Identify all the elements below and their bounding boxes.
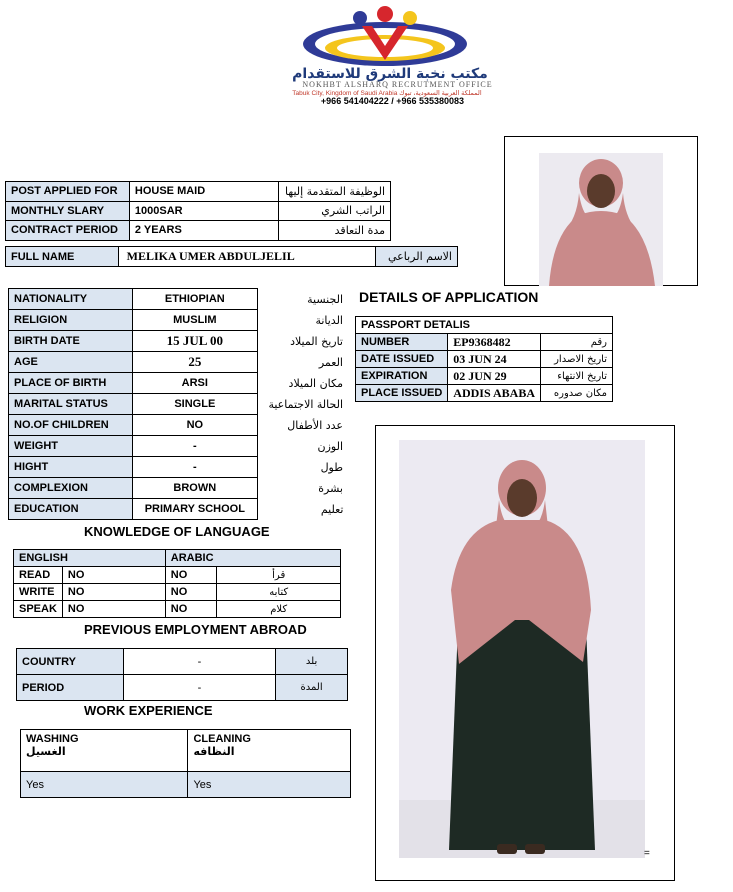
- personal-label-ar: عدد الأطفال: [287, 418, 343, 432]
- post-label-ar: الوظيفة المتقدمة إليها: [278, 182, 390, 202]
- personal-value: -: [132, 457, 258, 478]
- passport-label: DATE ISSUED: [356, 351, 448, 368]
- table-row: [9, 373, 349, 394]
- table-row: [14, 584, 341, 601]
- passport-title: PASSPORT DETALIS: [356, 317, 613, 334]
- table-row: [356, 351, 613, 368]
- office-logo: [300, 4, 470, 68]
- col-english: ENGLISH: [14, 550, 166, 567]
- language-skill: READ: [14, 567, 63, 584]
- employment-value: -: [123, 675, 275, 701]
- work-item-washing: [21, 730, 188, 772]
- personal-value: ETHIOPIAN: [132, 289, 258, 310]
- table-row: [9, 457, 349, 478]
- arabic-level: NO: [165, 584, 217, 601]
- personal-value: BROWN: [132, 478, 258, 499]
- employment-value: -: [123, 649, 275, 675]
- table-row: [356, 334, 613, 351]
- full-name-table: [5, 246, 458, 267]
- language-table: [13, 549, 341, 618]
- personal-label: AGE: [9, 352, 133, 373]
- employment-label-ar: المدة: [276, 675, 348, 701]
- passport-label-ar: رقم: [540, 334, 612, 351]
- passport-value: 02 JUN 29: [448, 368, 541, 385]
- work-table: [20, 729, 351, 798]
- table-row: [9, 352, 349, 373]
- personal-value: SINGLE: [132, 394, 258, 415]
- table-row: [9, 478, 349, 499]
- personal-value: MUSLIM: [132, 310, 258, 331]
- contract-value: 2 YEARS: [129, 221, 278, 241]
- employment-label-ar: بلد: [276, 649, 348, 675]
- personal-label: COMPLEXION: [9, 478, 133, 499]
- salary-value: 1000SAR: [129, 201, 278, 221]
- personal-value: 25: [132, 352, 258, 373]
- language-skill-ar: كتابه: [217, 584, 341, 601]
- passport-photo-frame: [504, 136, 698, 286]
- full-body-photo-frame: [375, 425, 675, 881]
- employment-table: [16, 648, 348, 701]
- post-value: HOUSE MAID: [129, 182, 278, 202]
- personal-label: HIGHT: [9, 457, 133, 478]
- passport-label: NUMBER: [356, 334, 448, 351]
- table-row: [9, 499, 349, 520]
- personal-label-ar: تاريخ الميلاد: [290, 334, 343, 348]
- english-level: NO: [62, 601, 165, 618]
- table-row: [9, 310, 349, 331]
- washing-value: Yes: [21, 772, 188, 798]
- personal-label: BIRTH DATE: [9, 331, 133, 352]
- employment-label: COUNTRY: [17, 649, 124, 675]
- table-row: [9, 289, 349, 310]
- personal-label: NO.OF CHILDREN: [9, 415, 133, 436]
- table-row: [17, 675, 348, 701]
- personal-value: 15 JUL 00: [132, 331, 258, 352]
- personal-label-ar: الجنسية: [307, 292, 343, 306]
- post-label: POST APPLIED FOR: [6, 182, 130, 202]
- table-row: [21, 772, 351, 798]
- personal-label-ar: مكان الميلاد: [288, 376, 343, 390]
- passport-value: 03 JUN 24: [448, 351, 541, 368]
- post-table: [5, 181, 391, 241]
- table-row: [356, 368, 613, 385]
- personal-label: MARITAL STATUS: [9, 394, 133, 415]
- personal-label: RELIGION: [9, 310, 133, 331]
- full-name-label: FULL NAME: [6, 247, 119, 267]
- arabic-level: NO: [165, 567, 217, 584]
- passport-label-ar: تاريخ الانتهاء: [540, 368, 612, 385]
- personal-label: PLACE OF BIRTH: [9, 373, 133, 394]
- personal-label: EDUCATION: [9, 499, 133, 520]
- personal-value: ARSI: [132, 373, 258, 394]
- passport-photo: [539, 153, 663, 286]
- footer-mark: =: [644, 848, 650, 859]
- office-name-english: NOKHBT ALSHARQ RECRUTMENT OFFICE: [302, 80, 493, 89]
- arabic-level: NO: [165, 601, 217, 618]
- personal-value: -: [132, 436, 258, 457]
- personal-label: NATIONALITY: [9, 289, 133, 310]
- col-arabic: ARABIC: [165, 550, 340, 567]
- passport-label-ar: تاريخ الاصدار: [540, 351, 612, 368]
- table-row: [21, 730, 351, 772]
- office-location: Tabuk City, Kingdom of Saudi Arabia المملكة العربية السعودية، تبوك: [292, 90, 482, 97]
- language-skill-ar: كلام: [217, 601, 341, 618]
- language-skill-ar: قرأ: [217, 567, 341, 584]
- office-phones: +966 541404222 / +966 535380083: [320, 96, 465, 106]
- personal-value: NO: [132, 415, 258, 436]
- language-title: KNOWLEDGE OF LANGUAGE: [84, 524, 270, 539]
- cleaning-label: CLEANING: [193, 733, 251, 745]
- personal-label-ar: بشرة: [318, 481, 343, 495]
- passport-label-ar: مكان صدوره: [540, 385, 612, 402]
- table-row: [17, 649, 348, 675]
- english-level: NO: [62, 567, 165, 584]
- personal-label-ar: العمر: [318, 355, 343, 369]
- work-item-cleaning: [188, 730, 351, 772]
- personal-details-table: [8, 288, 349, 520]
- passport-label: PLACE ISSUED: [356, 385, 448, 402]
- table-row: [356, 317, 613, 334]
- table-row: [6, 201, 391, 221]
- work-title: WORK EXPERIENCE: [84, 703, 213, 718]
- language-skill: SPEAK: [14, 601, 63, 618]
- washing-label-ar: الغسيل: [26, 745, 66, 758]
- contract-label-ar: مدة التعاقد: [278, 221, 390, 241]
- full-body-photo: [399, 440, 645, 858]
- table-row: [14, 550, 341, 567]
- english-level: NO: [62, 584, 165, 601]
- table-row: [9, 394, 349, 415]
- personal-label-ar: الديانة: [315, 313, 343, 327]
- personal-label-ar: الوزن: [317, 439, 343, 453]
- table-row: [9, 436, 349, 457]
- salary-label-ar: الراتب الشري: [278, 201, 390, 221]
- employment-label: PERIOD: [17, 675, 124, 701]
- employment-title: PREVIOUS EMPLOYMENT ABROAD: [84, 622, 307, 637]
- table-row: [14, 567, 341, 584]
- personal-label-ar: الحالة الاجتماعية: [268, 397, 343, 411]
- application-title: DETAILS OF APPLICATION: [359, 289, 539, 305]
- full-name-label-ar: الاسم الرباعي: [376, 247, 458, 267]
- personal-label-ar: تعليم: [320, 502, 344, 516]
- cleaning-label-ar: النظافه: [193, 745, 235, 758]
- passport-value: EP9368482: [448, 334, 541, 351]
- table-row: [356, 385, 613, 402]
- table-row: [9, 331, 349, 352]
- table-row: [6, 182, 391, 202]
- cleaning-value: Yes: [188, 772, 351, 798]
- passport-table: [355, 316, 613, 402]
- table-row: [6, 221, 391, 241]
- personal-label: WEIGHT: [9, 436, 133, 457]
- table-row: [14, 601, 341, 618]
- table-row: [9, 415, 349, 436]
- passport-value: ADDIS ABABA: [448, 385, 541, 402]
- office-name-arabic: مكتب نخبة الشرق للاستقدام: [292, 66, 488, 82]
- contract-label: CONTRACT PERIOD: [6, 221, 130, 241]
- language-skill: WRITE: [14, 584, 63, 601]
- personal-label-ar: طول: [320, 460, 343, 474]
- salary-label: MONTHLY SLARY: [6, 201, 130, 221]
- passport-label: EXPIRATION: [356, 368, 448, 385]
- table-row: [6, 247, 458, 267]
- washing-label: WASHING: [26, 733, 79, 745]
- personal-value: PRIMARY SCHOOL: [132, 499, 258, 520]
- full-name-value: MELIKA UMER ABDULJELIL: [118, 247, 375, 267]
